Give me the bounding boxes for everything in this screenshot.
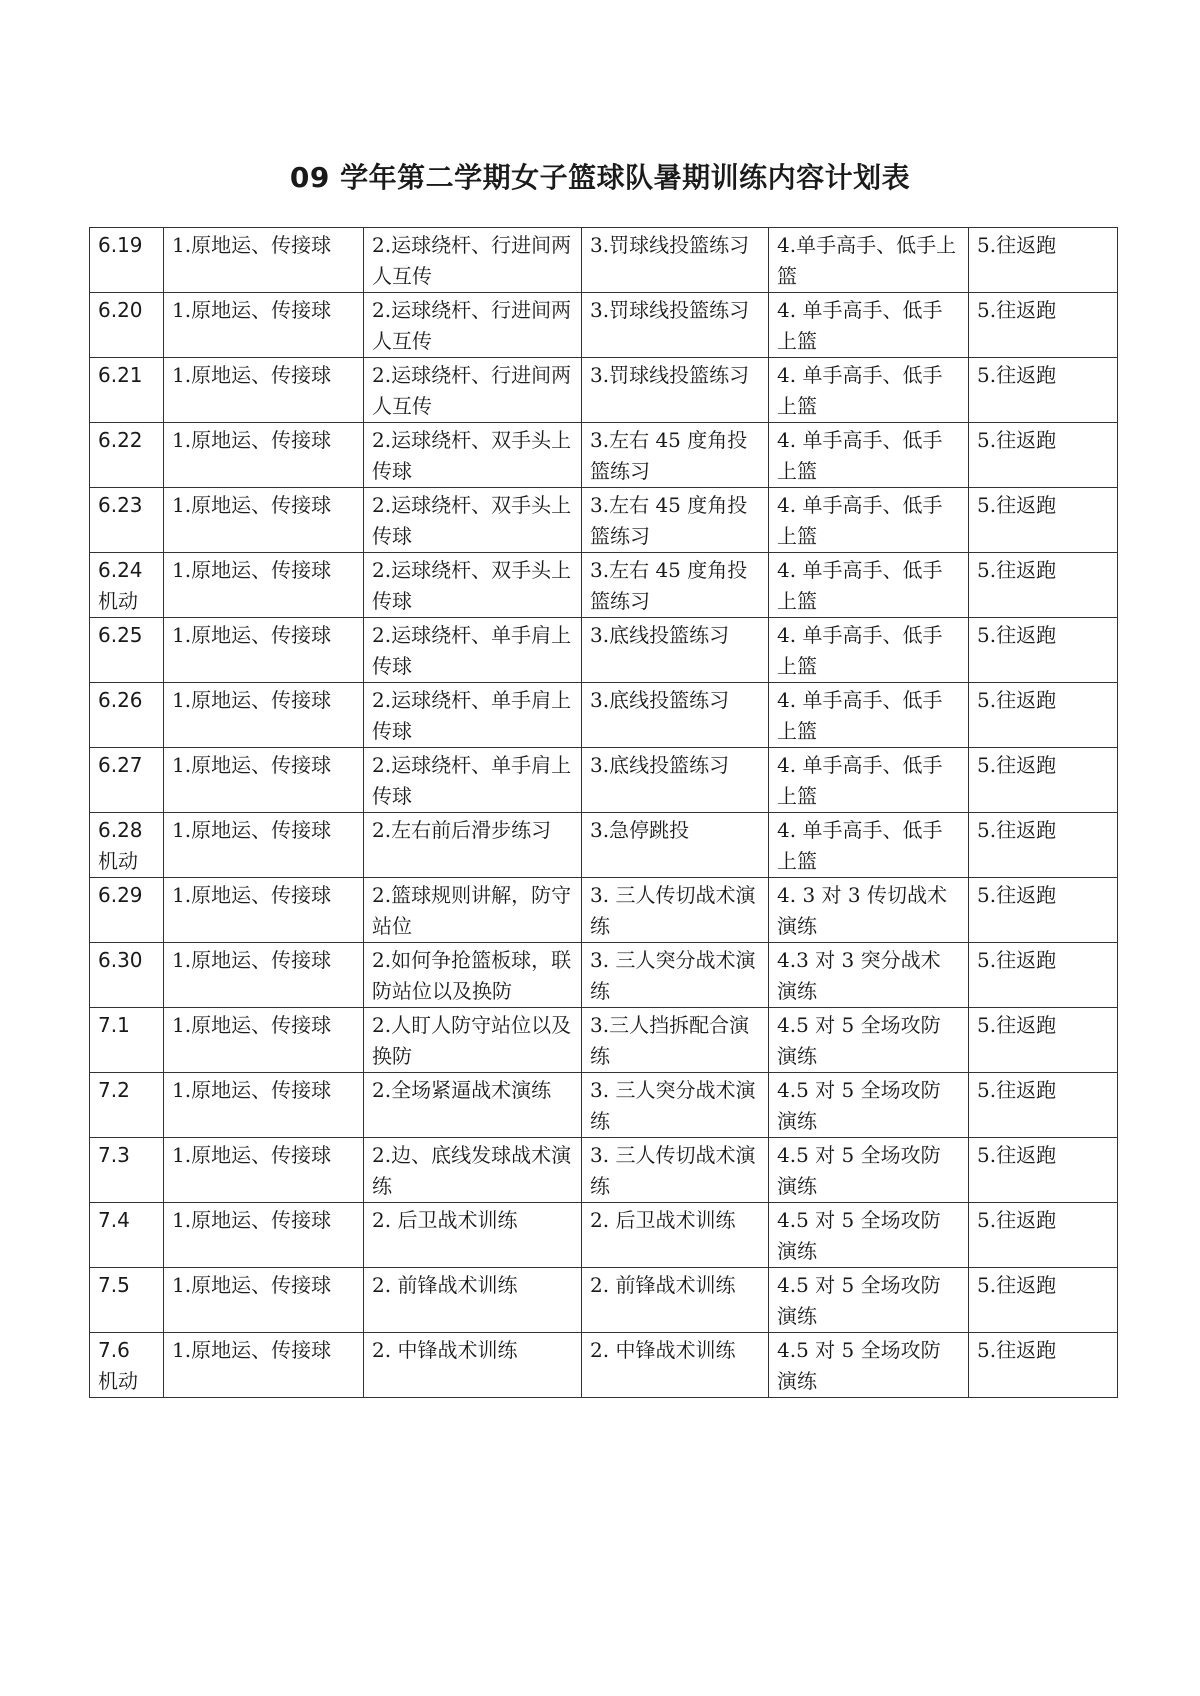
- training-item-cell-5: 5.往返跑: [969, 1008, 1118, 1073]
- table-row: [90, 228, 1118, 293]
- training-item-cell-1: 1.原地运、传接球: [164, 1203, 364, 1268]
- training-item-cell-4: 4.5 对 5 全场攻防演练: [769, 1268, 969, 1333]
- date-note: 机动: [98, 1369, 138, 1393]
- table-row: [90, 1203, 1118, 1268]
- training-item-cell-3: 3.左右 45 度角投篮练习: [582, 488, 769, 553]
- date-value: 6.23: [98, 493, 143, 517]
- training-item-cell-3: 3. 三人突分战术演练: [582, 943, 769, 1008]
- training-item-cell-5: 5.往返跑: [969, 878, 1118, 943]
- date-cell: [90, 423, 164, 488]
- training-item-cell-5: 5.往返跑: [969, 813, 1118, 878]
- table-row: [90, 683, 1118, 748]
- date-cell: [90, 1138, 164, 1203]
- training-item-cell-5: 5.往返跑: [969, 1333, 1118, 1398]
- table-row: [90, 293, 1118, 358]
- training-item-cell-1: 1.原地运、传接球: [164, 553, 364, 618]
- training-item-cell-5: 5.往返跑: [969, 293, 1118, 358]
- training-item-cell-1: 1.原地运、传接球: [164, 423, 364, 488]
- training-item-cell-4: 4.3 对 3 突分战术演练: [769, 943, 969, 1008]
- date-cell: [90, 488, 164, 553]
- training-item-cell-5: 5.往返跑: [969, 228, 1118, 293]
- training-item-cell-4: 4. 单手高手、低手上篮: [769, 813, 969, 878]
- training-item-cell-1: 1.原地运、传接球: [164, 943, 364, 1008]
- training-item-cell-1: 1.原地运、传接球: [164, 358, 364, 423]
- date-value: 7.3: [98, 1143, 130, 1167]
- training-item-cell-1: 1.原地运、传接球: [164, 748, 364, 813]
- training-item-cell-3: 3. 三人传切战术演练: [582, 1138, 769, 1203]
- training-item-cell-4: 4.5 对 5 全场攻防演练: [769, 1138, 969, 1203]
- training-item-cell-2: 2.运球绕杆、单手肩上传球: [364, 683, 582, 748]
- date-cell: [90, 878, 164, 943]
- date-value: 6.25: [98, 623, 143, 647]
- table-row: [90, 1138, 1118, 1203]
- training-item-cell-4: 4.单手高手、低手上篮: [769, 228, 969, 293]
- training-item-cell-4: 4.5 对 5 全场攻防演练: [769, 1203, 969, 1268]
- date-value: 6.26: [98, 688, 143, 712]
- date-note: 机动: [98, 589, 138, 613]
- training-item-cell-5: 5.往返跑: [969, 553, 1118, 618]
- training-item-cell-1: 1.原地运、传接球: [164, 228, 364, 293]
- date-cell: [90, 358, 164, 423]
- training-item-cell-4: 4. 单手高手、低手上篮: [769, 748, 969, 813]
- training-item-cell-2: 2.边、底线发球战术演练: [364, 1138, 582, 1203]
- date-value: 6.21: [98, 363, 143, 387]
- date-cell: [90, 1073, 164, 1138]
- training-item-cell-1: 1.原地运、传接球: [164, 1008, 364, 1073]
- training-item-cell-4: 4. 3 对 3 传切战术演练: [769, 878, 969, 943]
- training-item-cell-2: 2.全场紧逼战术演练: [364, 1073, 582, 1138]
- training-item-cell-4: 4.5 对 5 全场攻防演练: [769, 1073, 969, 1138]
- date-cell: [90, 293, 164, 358]
- training-item-cell-3: 3.三人挡拆配合演练: [582, 1008, 769, 1073]
- training-item-cell-4: 4. 单手高手、低手上篮: [769, 683, 969, 748]
- training-item-cell-3: 2. 前锋战术训练: [582, 1268, 769, 1333]
- page-title: 09 学年第二学期女子篮球队暑期训练内容计划表: [289, 161, 911, 194]
- training-item-cell-5: 5.往返跑: [969, 1268, 1118, 1333]
- table-row: [90, 1008, 1118, 1073]
- date-note: 机动: [98, 849, 138, 873]
- date-value: 6.27: [98, 753, 143, 777]
- training-item-cell-5: 5.往返跑: [969, 488, 1118, 553]
- training-item-cell-4: 4.5 对 5 全场攻防演练: [769, 1333, 969, 1398]
- table-row: [90, 488, 1118, 553]
- date-value: 6.29: [98, 883, 143, 907]
- training-item-cell-1: 1.原地运、传接球: [164, 813, 364, 878]
- training-item-cell-4: 4. 单手高手、低手上篮: [769, 358, 969, 423]
- training-item-cell-1: 1.原地运、传接球: [164, 878, 364, 943]
- date-cell: [90, 1008, 164, 1073]
- training-schedule-table: [89, 227, 1118, 1398]
- training-item-cell-3: 3.左右 45 度角投篮练习: [582, 423, 769, 488]
- schedule-body: [90, 228, 1118, 1398]
- training-item-cell-5: 5.往返跑: [969, 618, 1118, 683]
- training-item-cell-3: 3.底线投篮练习: [582, 683, 769, 748]
- date-value: 6.19: [98, 233, 143, 257]
- training-item-cell-3: 3. 三人传切战术演练: [582, 878, 769, 943]
- training-item-cell-4: 4.5 对 5 全场攻防演练: [769, 1008, 969, 1073]
- training-item-cell-1: 1.原地运、传接球: [164, 1333, 364, 1398]
- training-item-cell-3: 3.罚球线投篮练习: [582, 293, 769, 358]
- date-cell: [90, 943, 164, 1008]
- training-item-cell-1: 1.原地运、传接球: [164, 683, 364, 748]
- date-cell: [90, 1333, 164, 1398]
- date-cell: [90, 813, 164, 878]
- date-value: 7.2: [98, 1078, 130, 1102]
- training-item-cell-1: 1.原地运、传接球: [164, 488, 364, 553]
- training-item-cell-3: 3.罚球线投篮练习: [582, 358, 769, 423]
- training-item-cell-4: 4. 单手高手、低手上篮: [769, 423, 969, 488]
- training-item-cell-3: 3.底线投篮练习: [582, 748, 769, 813]
- training-item-cell-3: 3.左右 45 度角投篮练习: [582, 553, 769, 618]
- training-item-cell-2: 2.如何争抢篮板球，联防站位以及换防: [364, 943, 582, 1008]
- table-row: [90, 748, 1118, 813]
- table-row: [90, 1268, 1118, 1333]
- date-value: 6.28: [98, 818, 143, 842]
- training-item-cell-5: 5.往返跑: [969, 1203, 1118, 1268]
- date-value: 6.20: [98, 298, 143, 322]
- training-item-cell-2: 2.运球绕杆、行进间两人互传: [364, 293, 582, 358]
- table-row: [90, 553, 1118, 618]
- table-row: [90, 943, 1118, 1008]
- training-item-cell-1: 1.原地运、传接球: [164, 618, 364, 683]
- date-value: 6.22: [98, 428, 143, 452]
- table-row: [90, 1333, 1118, 1398]
- training-item-cell-5: 5.往返跑: [969, 1073, 1118, 1138]
- date-value: 7.1: [98, 1013, 130, 1037]
- training-item-cell-5: 5.往返跑: [969, 943, 1118, 1008]
- date-cell: [90, 748, 164, 813]
- table-row: [90, 423, 1118, 488]
- training-item-cell-4: 4. 单手高手、低手上篮: [769, 618, 969, 683]
- table-row: [90, 1073, 1118, 1138]
- date-value: 6.24: [98, 558, 143, 582]
- training-item-cell-5: 5.往返跑: [969, 748, 1118, 813]
- training-item-cell-2: 2.运球绕杆、单手肩上传球: [364, 748, 582, 813]
- training-item-cell-1: 1.原地运、传接球: [164, 293, 364, 358]
- date-cell: [90, 683, 164, 748]
- training-item-cell-3: 3.底线投篮练习: [582, 618, 769, 683]
- table-row: [90, 618, 1118, 683]
- training-item-cell-2: 2.运球绕杆、行进间两人互传: [364, 228, 582, 293]
- training-item-cell-2: 2. 后卫战术训练: [364, 1203, 582, 1268]
- date-value: 6.30: [98, 948, 143, 972]
- training-item-cell-2: 2.人盯人防守站位以及换防: [364, 1008, 582, 1073]
- training-item-cell-2: 2.运球绕杆、双手头上传球: [364, 423, 582, 488]
- training-item-cell-5: 5.往返跑: [969, 683, 1118, 748]
- training-item-cell-2: 2.篮球规则讲解，防守站位: [364, 878, 582, 943]
- training-item-cell-3: 3.罚球线投篮练习: [582, 228, 769, 293]
- training-item-cell-5: 5.往返跑: [969, 1138, 1118, 1203]
- training-item-cell-2: 2.左右前后滑步练习: [364, 813, 582, 878]
- training-item-cell-2: 2. 中锋战术训练: [364, 1333, 582, 1398]
- training-item-cell-2: 2.运球绕杆、双手头上传球: [364, 488, 582, 553]
- training-item-cell-4: 4. 单手高手、低手上篮: [769, 553, 969, 618]
- date-cell: [90, 228, 164, 293]
- date-value: 7.5: [98, 1273, 130, 1297]
- training-item-cell-4: 4. 单手高手、低手上篮: [769, 293, 969, 358]
- date-value: 7.4: [98, 1208, 130, 1232]
- training-item-cell-5: 5.往返跑: [969, 358, 1118, 423]
- training-item-cell-3: 3. 三人突分战术演练: [582, 1073, 769, 1138]
- table-row: [90, 358, 1118, 423]
- training-item-cell-2: 2.运球绕杆、行进间两人互传: [364, 358, 582, 423]
- training-item-cell-3: 2. 后卫战术训练: [582, 1203, 769, 1268]
- training-item-cell-3: 2. 中锋战术训练: [582, 1333, 769, 1398]
- date-value: 7.6: [98, 1338, 130, 1362]
- date-cell: [90, 1203, 164, 1268]
- training-item-cell-2: 2.运球绕杆、单手肩上传球: [364, 618, 582, 683]
- training-item-cell-2: 2. 前锋战术训练: [364, 1268, 582, 1333]
- training-item-cell-2: 2.运球绕杆、双手头上传球: [364, 553, 582, 618]
- training-item-cell-5: 5.往返跑: [969, 423, 1118, 488]
- training-item-cell-1: 1.原地运、传接球: [164, 1073, 364, 1138]
- date-cell: [90, 553, 164, 618]
- training-item-cell-3: 3.急停跳投: [582, 813, 769, 878]
- table-row: [90, 813, 1118, 878]
- training-item-cell-1: 1.原地运、传接球: [164, 1268, 364, 1333]
- training-item-cell-1: 1.原地运、传接球: [164, 1138, 364, 1203]
- training-item-cell-4: 4. 单手高手、低手上篮: [769, 488, 969, 553]
- date-cell: [90, 1268, 164, 1333]
- table-row: [90, 878, 1118, 943]
- date-cell: [90, 618, 164, 683]
